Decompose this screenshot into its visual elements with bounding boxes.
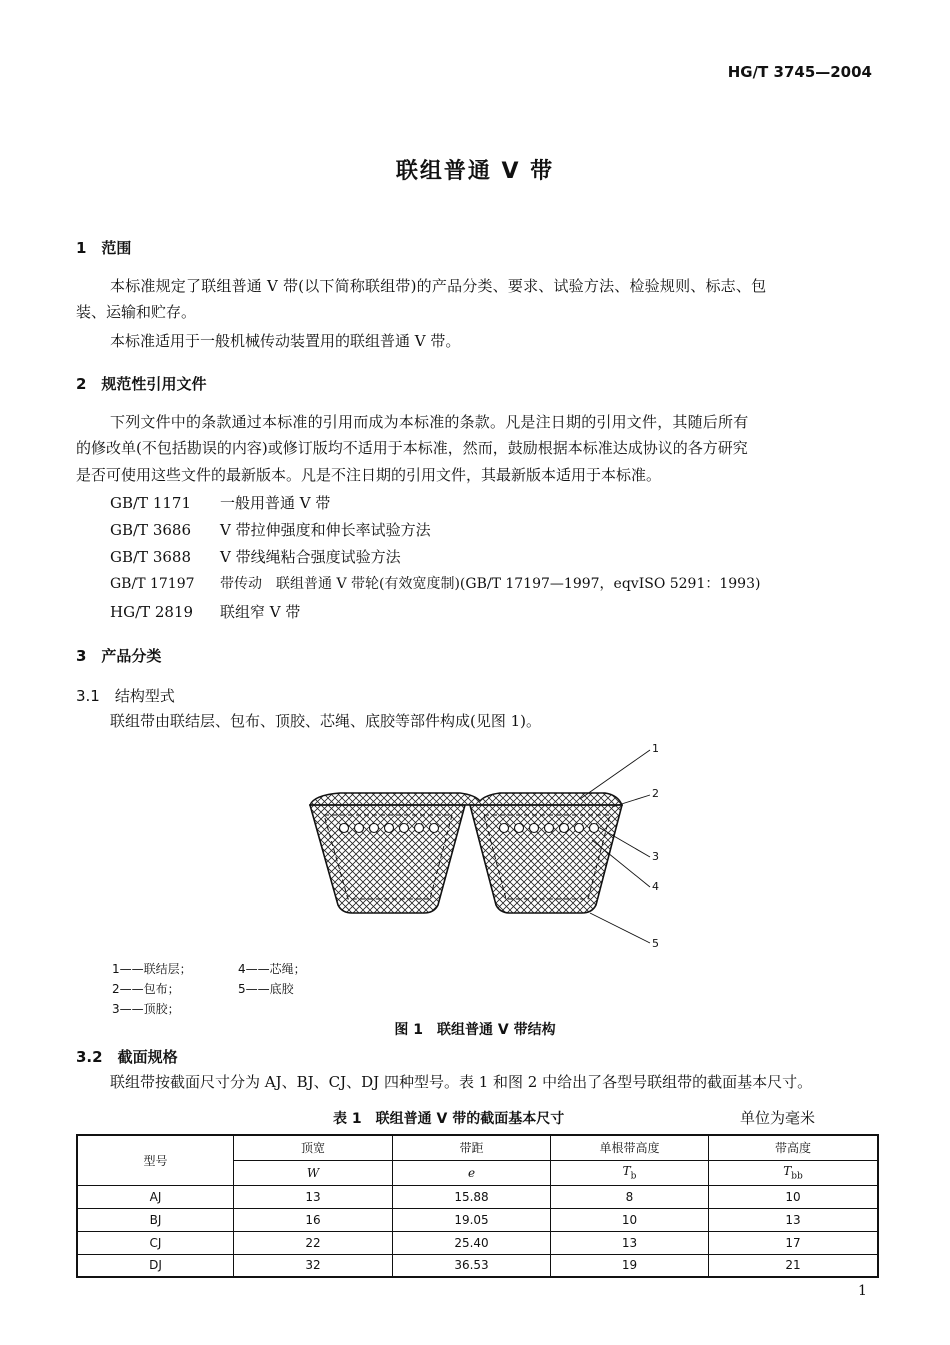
table-cell: DJ (77, 1254, 234, 1277)
table-cell: 36.53 (393, 1254, 551, 1277)
section-1-para-1-line-1: 本标准规定了联组普通 V 带(以下简称联组带)的产品分类、要求、试验方法、检验规则、标志、包 (110, 277, 767, 295)
table-cell: BJ (77, 1208, 234, 1231)
page-number: 1 (858, 1283, 867, 1299)
section-2-para-line-1: 下列文件中的条款通过本标准的引用而成为本标准的条款。凡是注日期的引用文件，其随后所有 (110, 413, 749, 431)
reference-title: V 带线绳粘合强度试验方法 (220, 548, 401, 566)
left-belt-section (310, 805, 465, 913)
reference-title: 一般用普通 V 带 (220, 494, 331, 512)
symbol-subscript: bb (791, 1171, 803, 1182)
table-cell: AJ (77, 1185, 234, 1208)
reference-title: 带传动 联组普通 V 带轮(有效宽度制)(GB/T 17197—1997，eqvISO 5291：1993) (220, 576, 761, 592)
right-belt-section (470, 805, 622, 913)
header-cell-band-height: 带高度 (709, 1135, 879, 1160)
table-cell: 13 (551, 1231, 709, 1254)
header-symbol: e (393, 1160, 551, 1185)
table-cell: 13 (709, 1208, 879, 1231)
figure-caption: 图 1 联组普通 V 带结构 (394, 1022, 556, 1038)
header-cell-single-height: 单根带高度 (551, 1135, 709, 1160)
reference-item (110, 573, 760, 595)
figure-legend-item: 5——底胶 (238, 982, 294, 996)
table-row (77, 1254, 878, 1277)
reference-code: GB/T 1171 (110, 494, 192, 512)
table-cell: 15.88 (393, 1185, 551, 1208)
section-1-heading: 1 范围 (76, 239, 132, 257)
section-2-para-line-3: 是否可使用这些文件的最新版本。凡是不注日期的引用文件，其最新版本适用于本标准。 (76, 466, 662, 484)
section-dimensions-table (76, 1134, 879, 1278)
document-title: 联组普通 V 带 (395, 159, 555, 184)
header-symbol: W (234, 1160, 393, 1185)
figure-legend-item: 1——联结层； (112, 962, 192, 976)
section-2-heading: 2 规范性引用文件 (76, 375, 207, 393)
table-cell: 16 (234, 1208, 393, 1231)
belt-structure-figure (300, 735, 680, 955)
header-symbol: $T_{bb}$ (709, 1160, 879, 1185)
figure-legend-item: 2——包布； (112, 982, 180, 996)
table-cell: CJ (77, 1231, 234, 1254)
table-cell: 13 (234, 1185, 393, 1208)
table-row (77, 1208, 878, 1231)
table-unit: 单位为毫米 (740, 1109, 816, 1127)
tie-band (310, 793, 622, 805)
reference-item (110, 492, 330, 514)
table-cell: 32 (234, 1254, 393, 1277)
reference-item (110, 546, 401, 568)
symbol-subscript: b (630, 1171, 637, 1182)
section-3-1-text: 联组带由联结层、包布、顶胶、芯绳、底胶等部件构成(见图 1)。 (110, 712, 542, 730)
table-row (77, 1231, 878, 1254)
reference-item (110, 601, 300, 623)
section-3-2-heading: 3.2 截面规格 (76, 1048, 178, 1066)
document-code: HG/T 3745—2004 (727, 63, 872, 81)
reference-item (110, 519, 431, 541)
table-caption: 表 1 联组普通 V 带的截面基本尺寸 (333, 1111, 565, 1127)
table-cell: 22 (234, 1231, 393, 1254)
leader-label-3: 3 (652, 850, 659, 863)
reference-code: HG/T 2819 (110, 603, 194, 621)
table-cell: 10 (551, 1208, 709, 1231)
header-symbol: $T_b$ (551, 1160, 709, 1185)
section-1-para-1-line-2: 装、运输和贮存。 (76, 303, 197, 321)
leader-label-4: 4 (652, 880, 659, 893)
table-cell: 17 (709, 1231, 879, 1254)
section-3-heading: 3 产品分类 (76, 647, 162, 665)
table-cell: 21 (709, 1254, 879, 1277)
table-cell: 19 (551, 1254, 709, 1277)
table-header-row (77, 1135, 878, 1160)
leader-label-2: 2 (652, 787, 659, 800)
leader-label-5: 5 (652, 937, 659, 950)
table-cell: 10 (709, 1185, 879, 1208)
section-3-1-heading: 3.1 结构型式 (76, 687, 175, 705)
figure-legend-item: 4——芯绳； (238, 962, 306, 976)
section-3-2-text: 联组带按截面尺寸分为 AJ、BJ、CJ、DJ 四种型号。表 1 和图 2 中给出了各型号联组带的截面基本尺寸。 (110, 1073, 813, 1091)
leader-label-1: 1 (652, 742, 659, 755)
reference-title: V 带拉伸强度和伸长率试验方法 (220, 521, 431, 539)
reference-code: GB/T 3688 (110, 548, 192, 566)
reference-code: GB/T 3686 (110, 521, 192, 539)
header-cell-model: 型号 (77, 1135, 234, 1185)
header-cell-pitch: 带距 (393, 1135, 551, 1160)
table-row (77, 1185, 878, 1208)
reference-code: GB/T 17197 (110, 576, 195, 592)
header-cell-top-width: 顶宽 (234, 1135, 393, 1160)
section-1-para-2: 本标准适用于一般机械传动装置用的联组普通 V 带。 (110, 332, 461, 350)
table-cell: 25.40 (393, 1231, 551, 1254)
section-2-para-line-2: 的修改单(不包括勘误的内容)或修订版均不适用于本标准，然而，鼓励根据本标准达成协议的各方研究 (76, 439, 748, 457)
reference-title: 联组窄 V 带 (220, 603, 301, 621)
table-cell: 8 (551, 1185, 709, 1208)
table-cell: 19.05 (393, 1208, 551, 1231)
figure-legend-item: 3——顶胶； (112, 1002, 180, 1016)
